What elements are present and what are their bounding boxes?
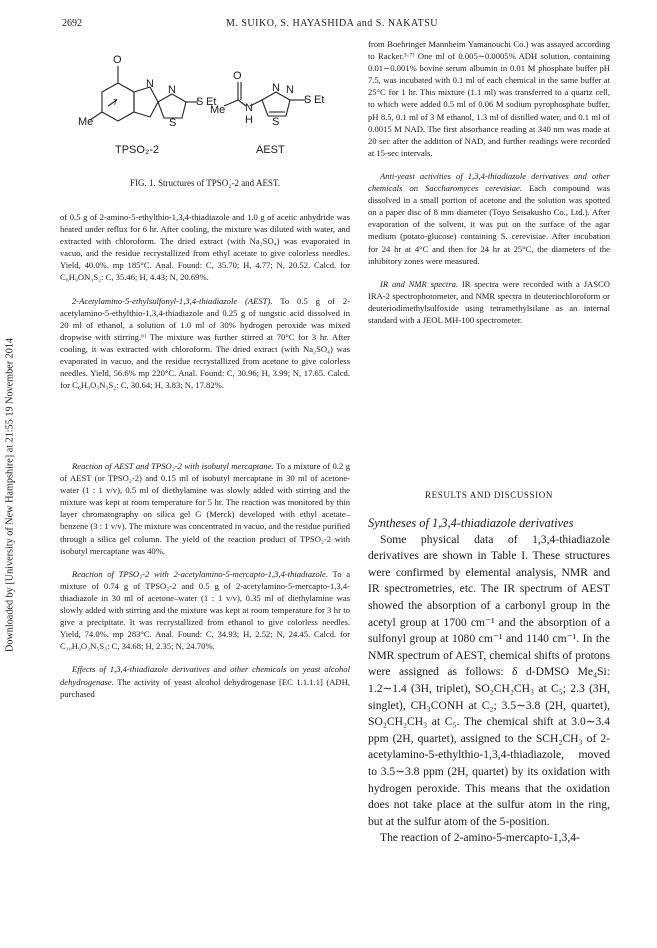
paragraph: of 0.5 g of 2-amino-5-ethylthio-1,3,4-thiadiazole and 1.0 g of acetic anhydride was heated under reflux for 6 hr. After cooling, the mixture was diluted with water, and extracted with chloroform. The dried extract (with Na₂SO₄) was evaporated in vacuo, and the residue recrystallized from ethyl acetate to give colorless needles. Yield, 40.0%. mp 185°C. Anal. Found: C, 35.70; H, 4.77; N, 20.52. Calcd. for C₆H₉ON₃S₂: C, 35.46; H, 4.43; N, 20.69%. bbox=[60, 212, 350, 283]
running-header bbox=[62, 18, 602, 32]
atom-n-label: N bbox=[272, 82, 280, 94]
figure-1 bbox=[60, 40, 350, 215]
subsection-title: Effects of 1,3,4-thiadiazole derivatives and other chemicals on yeast alcohol dehydrogenase. bbox=[60, 664, 350, 687]
right-column-results bbox=[368, 515, 610, 847]
paragraph: The reaction of 2-amino-5-mercapto-1,3,4- bbox=[380, 831, 580, 845]
atom-s-label: S bbox=[196, 96, 204, 108]
subsection-title: Anti-yeast activities of 1,3,4-thiadiazole derivatives and other chemicals on Saccharomyces cerevisiae. bbox=[368, 170, 610, 194]
atom-me-label: Me bbox=[78, 116, 94, 128]
atom-me-label: Me bbox=[210, 104, 226, 116]
structure-drawing bbox=[60, 40, 350, 180]
right-column-top bbox=[368, 38, 610, 326]
atom-n-label: N bbox=[286, 84, 294, 96]
subsection-title: Reaction of TPSO₂-2 with 2-acetylamino-5-mercapto-1,3,4-thiadiazole. bbox=[72, 568, 329, 579]
left-column-bottom bbox=[60, 460, 350, 700]
atom-position-label: 7 bbox=[113, 98, 118, 107]
atom-s-label: S bbox=[304, 94, 312, 106]
page-number: 2692 bbox=[62, 18, 82, 29]
paragraph: To a mixture of 0.74 g of TPSO₂-2 and 0.5 g of 2-acetylamino-5-mercapto-1,3,4-thiadiazole in 30 ml of acetone–water (1 : 1 v/v), 0.35 ml of diethylamine was slowly added with stirring and the mixture was kept at room temperature for 3 hr to give a precipitate. It was recrystallized from ethanol to give colorless needles. Yield, 74.0%. mp 283°C. Anal. Found: C, 34.93; H, 2.52; N, 24.45. Calcd. for C₁₀H₉O₂N₅S₃: C, 34.68; H, 2.35; N, 24.70%. bbox=[60, 568, 351, 652]
paragraph: IR spectra were recorded with a JASCO IRA-2 spectrophotometer, and NMR spectra in deuteriochloroform or deuteriodimethylsulfoxide using tetramethylsilane as an internal standard with a JEOL MH-100 spectrometer. bbox=[368, 278, 610, 325]
figure-caption: FIG. 1. Structures of TPSO₂-2 and AEST. bbox=[129, 178, 281, 188]
atom-et-label: Et bbox=[206, 96, 217, 108]
paragraph: To 0.5 g of 2-acetylamino-5-ethylthio-1,3,4-thiadiazole and 0.25 g of tungstic acid dissolved in 20 ml of ethanol, a solution of 1.0 ml of 30% hydrogen peroxide was mixed dropwise with stirring.⁶⁾ The mixture was further stirred at 70°C for 3 hr. After cooling, it was extracted with chloroform. The dried extract (with Na₂SO₄) was evaporated in vacuo, and the residue recrystallized from acetone to give colorless needles. Yield, 56.6% mp 220°C. Anal. Found: C, 30.96; H, 3.99; N, 17.65. Calcd. for C₆H₉O₃N₃S₂: C, 30.64; H, 3.83; N, 17.82%. bbox=[60, 295, 351, 391]
paragraph: To a mixture of 0.2 g of AEST (or TPSO₂-2) and 0.15 ml of isobutyl mercaptane in 30 ml of acetone-water (1 : 1 v/v), 0.5 ml of diethylamine was slowly added with stirring and the mixture was kept at room temperature for 5 hr. The reaction was monitored by thin layer chromatography on silica gel G (Merck) developed with ethyl acetate–benzene (3 : 1 v/v). The mixture was concentrated in vacuo, and the residue purified through a silica gel column. The yield of the reaction product of TPSO₂-2 with isobutyl mercaptane was 40%. bbox=[60, 461, 350, 556]
section-heading: RESULTS AND DISCUSSION bbox=[425, 490, 553, 500]
download-note: Downloaded by [University of New Hampshire] at 21:55 19 November 2014 bbox=[4, 337, 16, 653]
atom-o-label: O bbox=[233, 70, 242, 82]
atom-s-label: S bbox=[272, 116, 280, 128]
atom-o-label: O bbox=[113, 54, 122, 66]
paragraph: The activity of yeast alcohol dehydrogenase [EC 1.1.1.1] (ADH, purchased bbox=[60, 676, 350, 699]
atom-n-label: N bbox=[245, 102, 253, 114]
atom-n-label: N bbox=[146, 78, 154, 90]
paragraph: Each compound was dissolved in a small portion of acetone and the solution was spotted on a paper disc of 8 mm diameter (Toyo Seisakusho Co., Ltd.). After evaporation of the solvent, it was put on the surface of the agar medium (potato-glucose) containing S. cerevisiae. After incubation for 24 hr at 4°C and then for 24 hr at 25°C, the diameters of the inhibitory zones were measured. bbox=[368, 183, 610, 266]
download-watermark bbox=[0, 185, 20, 805]
compound-2-name: AEST bbox=[256, 144, 285, 156]
subsection-title: 2-Acetylamino-5-ethylsulfonyl-1,3,4-thiadiazole (AEST). bbox=[72, 295, 273, 306]
atom-et-label: Et bbox=[314, 94, 325, 106]
atom-h-label: H bbox=[245, 114, 253, 126]
atom-s-label: S bbox=[169, 117, 177, 129]
atom-n-label: N bbox=[168, 84, 176, 96]
paragraph: Some physical data of 1,3,4-thiadiazole derivatives are shown in Table I. These structures were confirmed by elemental analysis, NMR and IR spectrometries, etc. The IR spectrum of AEST showed the absorption of a carbonyl group in the acetyl group at 1700 cm⁻¹ and the absorption of a sulfonyl group at 1080 cm⁻¹ and 1140 cm⁻¹. In the NMR spectrum of AEST, chemical shifts of protons were assigned as follows: δ d-DMSO Me₄Si: 1.2∼1.4 (3H, triplet), SO₂CH₂CH₃ at C₅; 2.3 (3H, singlet), CH₃CONH at C₂; 3.5∼3.8 (2H, quartet), SO₂CH₂CH₃ at C₅. The chemical shift at 3.0∼3.4 ppm (2H, quartet), assigned to the SCH₂CH₃ of 2-acetylamino-5-ethylthio-1,3,4-thiadiazole, moved to 3.5∼3.8 ppm (2H, quartet) by its oxidation with hydrogen peroxide. This means that the oxidation does not take place at the sulfur atom in the ring, but at the sulfur atom of the 5-position. bbox=[368, 532, 610, 828]
subsection-title: Reaction of AEST and TPSO₂-2 with isobutyl mercaptane. bbox=[72, 461, 274, 471]
paragraph: from Boehringer Mannheim Yamanouchi Co.) was assayed according to Racker.³·⁷⁾ One ml of 0.005∼0.0005% ADH solution, containing 0.01∼0.001% bovine serum albumin in 0.01 M phosphate buffer pH 7.5, was incubated with 0.1 ml of each chemical in the same buffer at 25°C for 1 hr. This mixture (1.1 ml) was transferred to a quartz cell, to which were added 0.5 ml of 0.06 M sodium pyrophosphate buffer, pH 8.5, 0.1 ml of 3 M ethanol, 1.3 ml of distilled water, and 0.1 ml of 0.0015 M NAD. The first absorbance reading at 340 nm was made at 20 sec after the addition of NAD, and further readings were recorded at 15-sec intervals. bbox=[368, 39, 610, 158]
compound-1-name: TPSO₂-2 bbox=[115, 144, 159, 156]
left-column-top bbox=[60, 211, 350, 391]
running-authors: M. SUIKO, S. HAYASHIDA and S. NAKATSU bbox=[225, 18, 439, 29]
subsection-heading: Syntheses of 1,3,4-thiadiazole derivatives bbox=[368, 516, 574, 530]
subsection-title: IR and NMR spectra. bbox=[380, 278, 459, 289]
